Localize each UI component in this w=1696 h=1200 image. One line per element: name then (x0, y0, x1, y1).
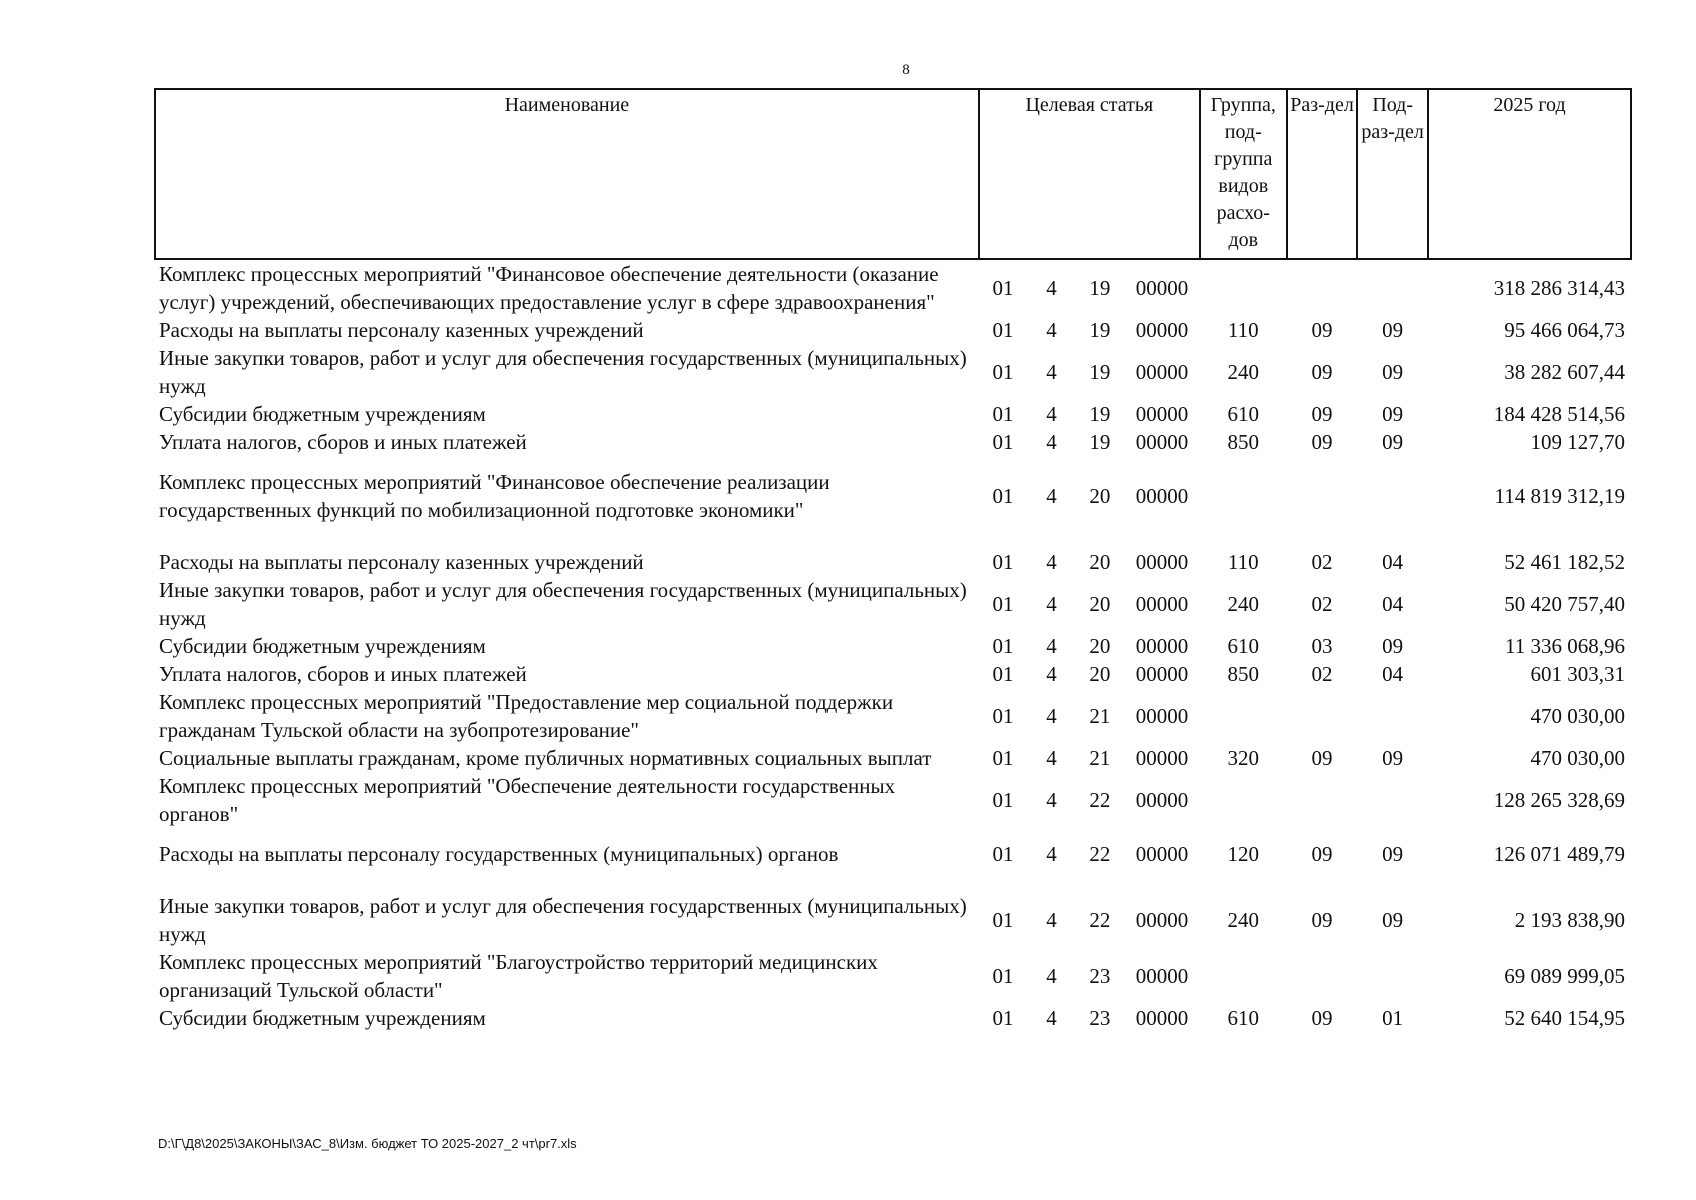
header-section: Раз-дел (1287, 89, 1358, 259)
row-subsection (1357, 948, 1428, 1004)
row-expense-group: 320 (1227, 746, 1260, 770)
row-code-program: 01 (992, 1006, 1014, 1030)
row-amount: 470 030,00 (1530, 746, 1625, 770)
row-code-program: 01 (992, 402, 1014, 426)
row-code-type: 4 (1046, 634, 1057, 658)
row-amount: 38 282 607,44 (1504, 360, 1625, 384)
row-code-complex: 19 (1089, 360, 1111, 384)
row-amount: 2 193 838,90 (1514, 908, 1625, 932)
row-code-type: 4 (1046, 704, 1057, 728)
table-row (155, 1004, 1631, 1032)
row-section: 09 (1311, 908, 1333, 932)
row-code-complex: 22 (1089, 908, 1111, 932)
row-code-complex: 22 (1089, 788, 1111, 812)
header-name: Наименование (155, 89, 979, 259)
row-expense-group: 850 (1227, 662, 1260, 686)
table-row (155, 688, 1631, 744)
row-expense-group: 240 (1227, 360, 1260, 384)
table-row (155, 259, 1631, 316)
row-subsection (1357, 259, 1428, 316)
row-subsection: 09 (1382, 746, 1404, 770)
row-code-complex: 20 (1089, 550, 1111, 574)
row-code-type: 4 (1046, 430, 1057, 454)
row-code-direction: 00000 (1135, 704, 1189, 728)
row-expense-group (1200, 259, 1287, 316)
row-code-program: 01 (992, 788, 1014, 812)
row-code-program: 01 (992, 484, 1014, 508)
row-amount: 318 286 314,43 (1493, 276, 1625, 300)
row-code-type: 4 (1046, 402, 1057, 426)
row-name: Иные закупки товаров, работ и услуг для обеспечения государственных (муниципальных) нужд (159, 346, 967, 398)
row-subsection: 09 (1382, 402, 1404, 426)
row-name: Расходы на выплаты персоналу казенных учреждений (159, 318, 644, 342)
row-expense-group: 110 (1227, 318, 1259, 342)
row-code-program: 01 (992, 908, 1014, 932)
row-code-direction: 00000 (1135, 318, 1189, 342)
row-code-complex: 19 (1089, 402, 1111, 426)
row-code-direction: 00000 (1135, 402, 1189, 426)
table-row (155, 400, 1631, 428)
row-expense-group (1200, 948, 1287, 1004)
row-amount: 470 030,00 (1530, 704, 1625, 728)
row-code-program: 01 (992, 964, 1014, 988)
row-subsection: 09 (1382, 842, 1404, 866)
row-expense-group (1200, 688, 1287, 744)
row-code-program: 01 (992, 592, 1014, 616)
row-name: Уплата налогов, сборов и иных платежей (159, 430, 527, 454)
row-name: Иные закупки товаров, работ и услуг для обеспечения государственных (муниципальных) нужд (159, 894, 967, 946)
table-row (155, 744, 1631, 772)
table-row (155, 316, 1631, 344)
row-subsection: 09 (1382, 318, 1404, 342)
row-amount: 69 089 999,05 (1504, 964, 1625, 988)
table-row (155, 660, 1631, 688)
row-section (1287, 688, 1358, 744)
row-section: 09 (1311, 360, 1333, 384)
row-code-direction: 00000 (1135, 550, 1189, 574)
row-amount: 128 265 328,69 (1493, 788, 1625, 812)
row-code-complex: 19 (1089, 318, 1111, 342)
row-code-direction: 00000 (1135, 276, 1189, 300)
row-expense-group (1200, 456, 1287, 536)
header-group: Группа, под-группа видов расхо-дов (1200, 89, 1287, 259)
row-name: Комплекс процессных мероприятий "Обеспечение деятельности государственных органов" (159, 774, 896, 826)
table-row (155, 576, 1631, 632)
page-number: 8 (902, 62, 910, 78)
row-code-direction: 00000 (1135, 788, 1189, 812)
row-code-complex: 23 (1089, 1006, 1111, 1030)
row-code-complex: 19 (1089, 430, 1111, 454)
row-section: 09 (1311, 1006, 1333, 1030)
row-subsection (1357, 456, 1428, 536)
row-subsection: 09 (1382, 360, 1404, 384)
row-expense-group: 610 (1227, 634, 1260, 658)
row-amount: 114 819 312,19 (1494, 484, 1625, 508)
row-code-program: 01 (992, 318, 1014, 342)
row-code-direction: 00000 (1135, 360, 1189, 384)
header-target-article: Целевая статья (979, 89, 1200, 259)
row-section: 09 (1311, 402, 1333, 426)
row-code-direction: 00000 (1135, 964, 1189, 988)
row-code-type: 4 (1046, 842, 1057, 866)
table-row (155, 428, 1631, 456)
row-code-complex: 20 (1089, 634, 1111, 658)
row-name: Субсидии бюджетным учреждениям (159, 402, 486, 426)
row-subsection: 01 (1382, 1006, 1404, 1030)
table-row (155, 948, 1631, 1004)
row-code-direction: 00000 (1135, 662, 1189, 686)
row-amount: 126 071 489,79 (1493, 842, 1625, 866)
row-expense-group: 240 (1227, 592, 1260, 616)
header-subsection: Под-раз-дел (1357, 89, 1428, 259)
table-row (155, 632, 1631, 660)
row-expense-group: 110 (1227, 550, 1259, 574)
row-section (1287, 948, 1358, 1004)
row-code-program: 01 (992, 704, 1014, 728)
row-name: Иные закупки товаров, работ и услуг для обеспечения государственных (муниципальных) нужд (159, 578, 967, 630)
row-name: Уплата налогов, сборов и иных платежей (159, 662, 527, 686)
row-amount: 11 336 068,96 (1505, 634, 1625, 658)
row-expense-group: 850 (1227, 430, 1260, 454)
row-code-direction: 00000 (1135, 842, 1189, 866)
table-header-row (155, 89, 1631, 259)
row-code-type: 4 (1046, 360, 1057, 384)
row-name: Расходы на выплаты персоналу государственных (муниципальных) органов (159, 842, 839, 866)
row-subsection: 04 (1382, 550, 1404, 574)
row-code-program: 01 (992, 550, 1014, 574)
file-path-footer: D:\Г\Д8\2025\ЗАКОНЫ\ЗАС_8\Изм. бюджет ТО 2025-2027_2 чт\pr7.xls (158, 1136, 577, 1151)
row-name: Расходы на выплаты персоналу казенных учреждений (159, 550, 644, 574)
row-code-program: 01 (992, 430, 1014, 454)
row-code-direction: 00000 (1135, 1006, 1189, 1030)
row-section: 02 (1311, 592, 1333, 616)
row-section: 09 (1311, 746, 1333, 770)
table-row (155, 536, 1631, 576)
row-section: 09 (1311, 842, 1333, 866)
row-code-complex: 21 (1089, 746, 1111, 770)
row-section: 02 (1311, 662, 1333, 686)
table-row (155, 772, 1631, 828)
row-name: Комплекс процессных мероприятий "Благоустройство территорий медицинских организаций Тульской области" (159, 950, 878, 1002)
row-subsection: 09 (1382, 430, 1404, 454)
row-code-direction: 00000 (1135, 746, 1189, 770)
row-code-type: 4 (1046, 788, 1057, 812)
row-expense-group: 610 (1227, 402, 1260, 426)
row-subsection: 04 (1382, 592, 1404, 616)
row-code-direction: 00000 (1135, 592, 1189, 616)
row-amount: 52 461 182,52 (1504, 550, 1625, 574)
row-section: 09 (1311, 430, 1333, 454)
row-subsection (1357, 688, 1428, 744)
row-amount: 109 127,70 (1530, 430, 1625, 454)
row-code-direction: 00000 (1135, 634, 1189, 658)
row-code-direction: 00000 (1135, 430, 1189, 454)
row-amount: 50 420 757,40 (1504, 592, 1625, 616)
row-code-complex: 19 (1089, 276, 1111, 300)
row-code-type: 4 (1046, 318, 1057, 342)
row-code-direction: 00000 (1135, 484, 1189, 508)
row-code-program: 01 (992, 276, 1014, 300)
row-code-type: 4 (1046, 550, 1057, 574)
row-section: 03 (1311, 634, 1333, 658)
row-expense-group: 120 (1227, 842, 1260, 866)
row-amount: 601 303,31 (1530, 662, 1625, 686)
table-row (155, 344, 1631, 400)
row-code-program: 01 (992, 842, 1014, 866)
budget-table (154, 88, 1632, 1032)
row-section: 09 (1311, 318, 1333, 342)
row-section (1287, 259, 1358, 316)
row-code-complex: 20 (1089, 484, 1111, 508)
row-code-type: 4 (1046, 746, 1057, 770)
row-code-direction: 00000 (1135, 908, 1189, 932)
row-code-complex: 21 (1089, 704, 1111, 728)
row-code-complex: 23 (1089, 964, 1111, 988)
row-amount: 52 640 154,95 (1504, 1006, 1625, 1030)
row-code-type: 4 (1046, 592, 1057, 616)
row-amount: 95 466 064,73 (1504, 318, 1625, 342)
table-row (155, 456, 1631, 536)
row-amount: 184 428 514,56 (1493, 402, 1625, 426)
row-section: 02 (1311, 550, 1333, 574)
row-code-type: 4 (1046, 484, 1057, 508)
row-section (1287, 456, 1358, 536)
row-name: Комплекс процессных мероприятий "Финансовое обеспечение реализации государственных функций по мобилизационной подготовке экономики" (159, 470, 830, 522)
table-row (155, 880, 1631, 948)
row-code-type: 4 (1046, 964, 1057, 988)
row-code-complex: 20 (1089, 662, 1111, 686)
row-code-program: 01 (992, 746, 1014, 770)
row-expense-group (1200, 772, 1287, 828)
row-name: Комплекс процессных мероприятий "Предоставление мер социальной поддержки гражданам Тульской области на зубопротезирование" (159, 690, 894, 742)
row-code-type: 4 (1046, 662, 1057, 686)
row-name: Социальные выплаты гражданам, кроме публичных нормативных социальных выплат (159, 746, 932, 770)
row-code-complex: 22 (1089, 842, 1111, 866)
row-code-program: 01 (992, 634, 1014, 658)
row-subsection (1357, 772, 1428, 828)
row-code-program: 01 (992, 662, 1014, 686)
row-name: Комплекс процессных мероприятий "Финансовое обеспечение деятельности (оказание услуг) учреждений, обеспечивающих предоставление услуг в сфере здравоохранения" (159, 262, 939, 314)
row-code-type: 4 (1046, 908, 1057, 932)
row-code-complex: 20 (1089, 592, 1111, 616)
row-subsection: 04 (1382, 662, 1404, 686)
row-name: Субсидии бюджетным учреждениям (159, 634, 486, 658)
row-expense-group: 610 (1227, 1006, 1260, 1030)
header-year: 2025 год (1428, 89, 1631, 259)
row-section (1287, 772, 1358, 828)
table-row (155, 828, 1631, 880)
row-subsection: 09 (1382, 634, 1404, 658)
row-subsection: 09 (1382, 908, 1404, 932)
row-name: Субсидии бюджетным учреждениям (159, 1006, 486, 1030)
row-expense-group: 240 (1227, 908, 1260, 932)
row-code-program: 01 (992, 360, 1014, 384)
row-code-type: 4 (1046, 276, 1057, 300)
row-code-type: 4 (1046, 1006, 1057, 1030)
